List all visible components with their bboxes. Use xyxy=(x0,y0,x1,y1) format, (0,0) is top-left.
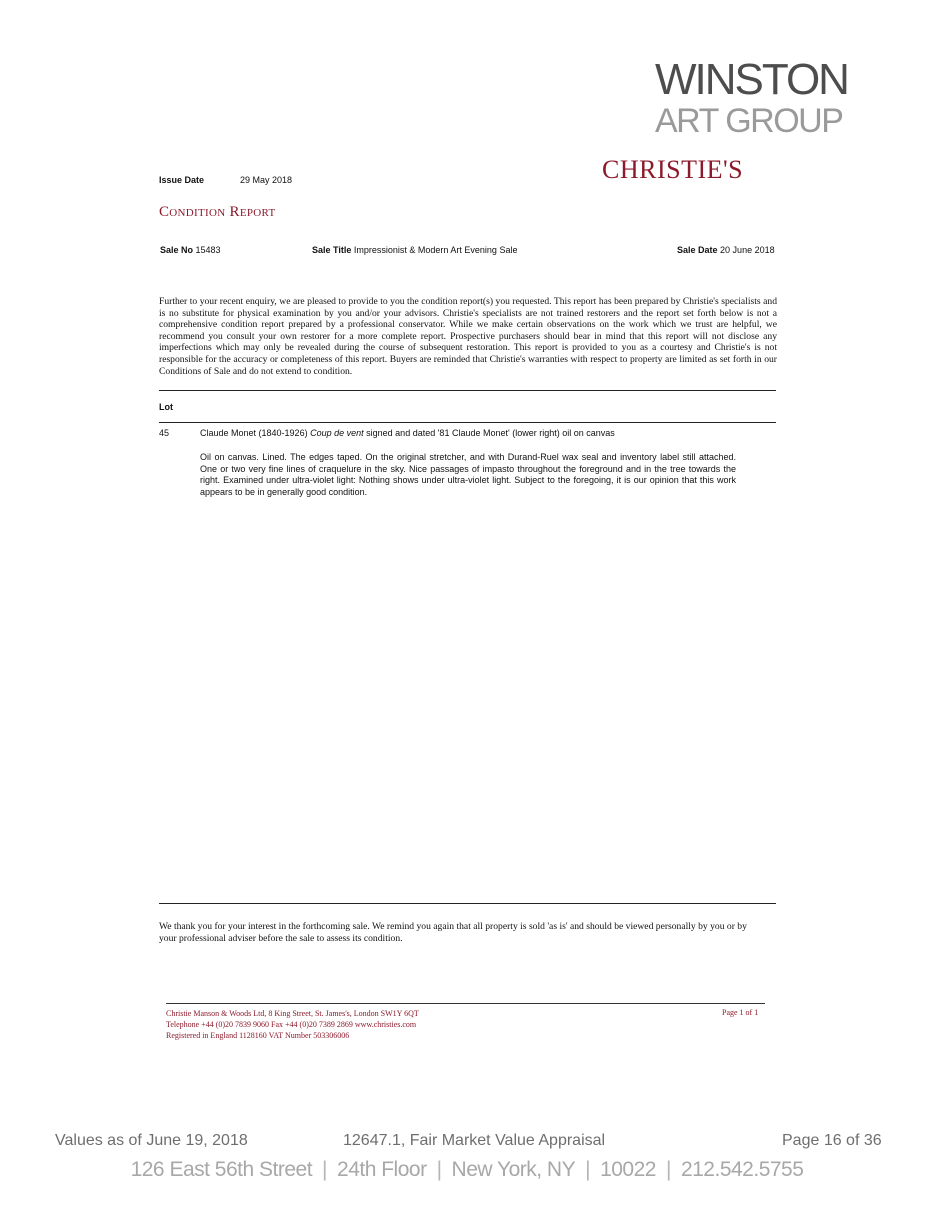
address-floor: 24th Floor xyxy=(337,1158,427,1181)
address-city: New York, NY xyxy=(451,1158,576,1181)
address-street: 126 East 56th Street xyxy=(130,1158,313,1181)
lot-condition-description: Oil on canvas. Lined. The edges taped. On the original stretcher, and with Durand-Ruel wax seal and inventory label still attached. One or two very fine lines of craquelure in the sky. Nice passages of impasto throughout the foreground and in the tree towards the right. Examined under ultra-violet light: Nothing shows under ultra-violet light. Subject to the foregoing, it is our opinion that this work appears to be in generally good condition. xyxy=(200,452,736,497)
separator: | xyxy=(585,1158,591,1181)
sale-title-value: Impressionist & Modern Art Evening Sale xyxy=(353,245,518,255)
lot-work-title: Coup de vent xyxy=(310,428,364,438)
separator: | xyxy=(436,1158,442,1181)
lot-header: Lot xyxy=(159,402,173,412)
divider xyxy=(159,422,776,423)
lot-artist: Claude Monet (1840-1926) xyxy=(200,428,308,438)
sale-date xyxy=(677,245,775,255)
winston-logo-line2: ART GROUP xyxy=(655,102,843,140)
winston-art-group-logo xyxy=(655,55,855,140)
separator: | xyxy=(665,1158,671,1181)
divider xyxy=(159,390,776,391)
divider xyxy=(159,903,776,904)
winston-logo-line1: WINSTON xyxy=(655,55,848,104)
report-title: Condition Report xyxy=(159,204,276,220)
sale-date-value: 20 June 2018 xyxy=(720,245,775,255)
sale-no xyxy=(160,245,221,255)
appraisal-id: 12647.1, Fair Market Value Appraisal xyxy=(343,1132,606,1149)
lot-details: signed and dated '81 Claude Monet' (lower right) oil on canvas xyxy=(366,428,615,438)
lot-title-line xyxy=(200,428,615,438)
address-phone: 212.542.5755 xyxy=(680,1158,804,1181)
sale-no-value: 15483 xyxy=(195,245,221,255)
intro-paragraph: Further to your recent enquiry, we are pleased to provide to you the condition report(s) you requested. This report has been prepared by Christie's specialists and is no substitute for physical examination by you and/or your advisors. Christie's specialists are not trained restorers and the report set forth below is not a comprehensive condition report prepared by a professional conservator. While we make certain observations on the work which we trust are helpful, we recommend you consult your own restorer for a more complete report. Prospective purchasers should bear in mind that this report will not disclose any imperfections which may only be revealed during the course of subsequent restoration. This report is provided to you as a courtesy and Christie's is not responsible for the accuracy or completeness of this report. Buyers are reminded that Christie's warranties with respect to property are limited as set forth in our Conditions of Sale and do not extend to condition. xyxy=(159,296,777,377)
footer-address: Christie Manson & Woods Ltd, 8 King Street, St. James's, London SW1Y 6QT xyxy=(166,1009,419,1018)
sale-title-label: Sale Title xyxy=(312,245,352,255)
issue-date-label: Issue Date xyxy=(159,175,205,185)
christies-footer xyxy=(166,1008,419,1042)
address-zip: 10022 xyxy=(600,1158,656,1181)
christies-logo: CHRISTIE'S xyxy=(602,155,744,184)
lot-number: 45 xyxy=(159,428,170,438)
sale-no-label: Sale No xyxy=(160,245,194,255)
footer-divider xyxy=(166,1003,765,1004)
issue-date: 29 May 2018 xyxy=(240,175,293,185)
footer-registration: Registered in England 1128160 VAT Number 503306006 xyxy=(166,1031,350,1041)
appraisal-page-number: Page 16 of 36 xyxy=(782,1132,882,1149)
sale-date-label: Sale Date xyxy=(677,245,718,255)
separator: | xyxy=(322,1158,328,1181)
sale-title xyxy=(312,245,517,255)
winston-address-line xyxy=(0,1158,934,1182)
values-as-of: Values as of June 19, 2018 xyxy=(55,1132,248,1149)
thanks-paragraph: We thank you for your interest in the forthcoming sale. We remind you again that all property is sold 'as is' and should be viewed personally by you or by your professional adviser before the sale to assess its condition. xyxy=(159,921,747,945)
report-page-number: Page 1 of 1 xyxy=(722,1008,759,1017)
footer-phone: Telephone +44 (0)20 7839 9060 Fax +44 (0)20 7389 2869 www.christies.com xyxy=(166,1020,417,1030)
